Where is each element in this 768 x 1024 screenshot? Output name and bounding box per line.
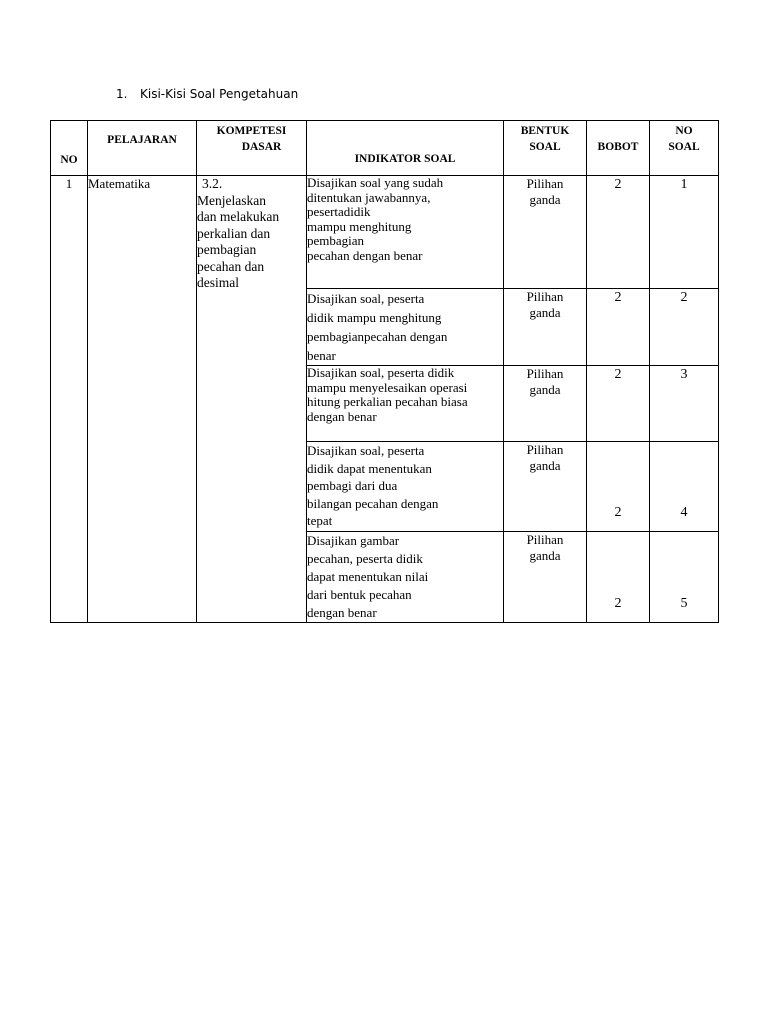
cell-indikator: Disajikan soal yang sudah ditentukan jawabannya, pesertadidik mampu menghitung pembagian pecahan dengan benar	[307, 176, 504, 289]
cell-bobot: 2	[587, 366, 650, 442]
section-heading	[116, 87, 298, 101]
cell-bentuk-soal: Pilihan ganda	[504, 442, 587, 532]
cell-indikator: Disajikan soal, peserta didik mampu menghitung pembagianpecahan dengan benar	[307, 289, 504, 366]
header-bentuk-soal: BENTUK SOAL	[504, 121, 587, 176]
cell-bobot: 2	[587, 532, 650, 623]
header-no-soal: NO SOAL	[650, 121, 719, 176]
cell-indikator: Disajikan soal, peserta didik dapat menentukan pembagi dari dua bilangan pecahan dengan tepat	[307, 442, 504, 532]
header-pelajaran: PELAJARAN	[88, 121, 197, 176]
cell-no-soal: 2	[650, 289, 719, 366]
cell-indikator: Disajikan soal, peserta didik mampu menyelesaikan operasi hitung perkalian pecahan biasa dengan benar	[307, 366, 504, 442]
header-indikator: INDIKATOR SOAL	[307, 121, 504, 176]
header-kompetensi: KOMPETESI DASAR	[197, 121, 307, 176]
cell-no-soal: 5	[650, 532, 719, 623]
header-row	[51, 121, 719, 176]
cell-bentuk-soal: Pilihan ganda	[504, 366, 587, 442]
cell-bentuk-soal: Pilihan ganda	[504, 532, 587, 623]
section-title: Kisi-Kisi Soal Pengetahuan	[140, 87, 299, 101]
header-no: NO	[51, 121, 88, 176]
cell-kompetensi-dasar: 3.2. Menjelaskan dan melakukan perkalian dan pembagian pecahan dan desimal	[197, 176, 307, 623]
cell-bentuk-soal: Pilihan ganda	[504, 289, 587, 366]
cell-bobot: 2	[587, 289, 650, 366]
cell-no-soal: 4	[650, 442, 719, 532]
cell-no: 1	[51, 176, 88, 623]
header-bobot: BOBOT	[587, 121, 650, 176]
section-number: 1.	[116, 87, 128, 101]
cell-bobot: 2	[587, 176, 650, 289]
cell-no-soal: 1	[650, 176, 719, 289]
cell-pelajaran: Matematika	[88, 176, 197, 623]
cell-bentuk-soal: Pilihan ganda	[504, 176, 587, 289]
kisi-kisi-table	[50, 120, 719, 623]
cell-no-soal: 3	[650, 366, 719, 442]
cell-bobot: 2	[587, 442, 650, 532]
cell-indikator: Disajikan gambar pecahan, peserta didik dapat menentukan nilai dari bentuk pecahan dengan benar	[307, 532, 504, 623]
table-row	[51, 176, 719, 289]
